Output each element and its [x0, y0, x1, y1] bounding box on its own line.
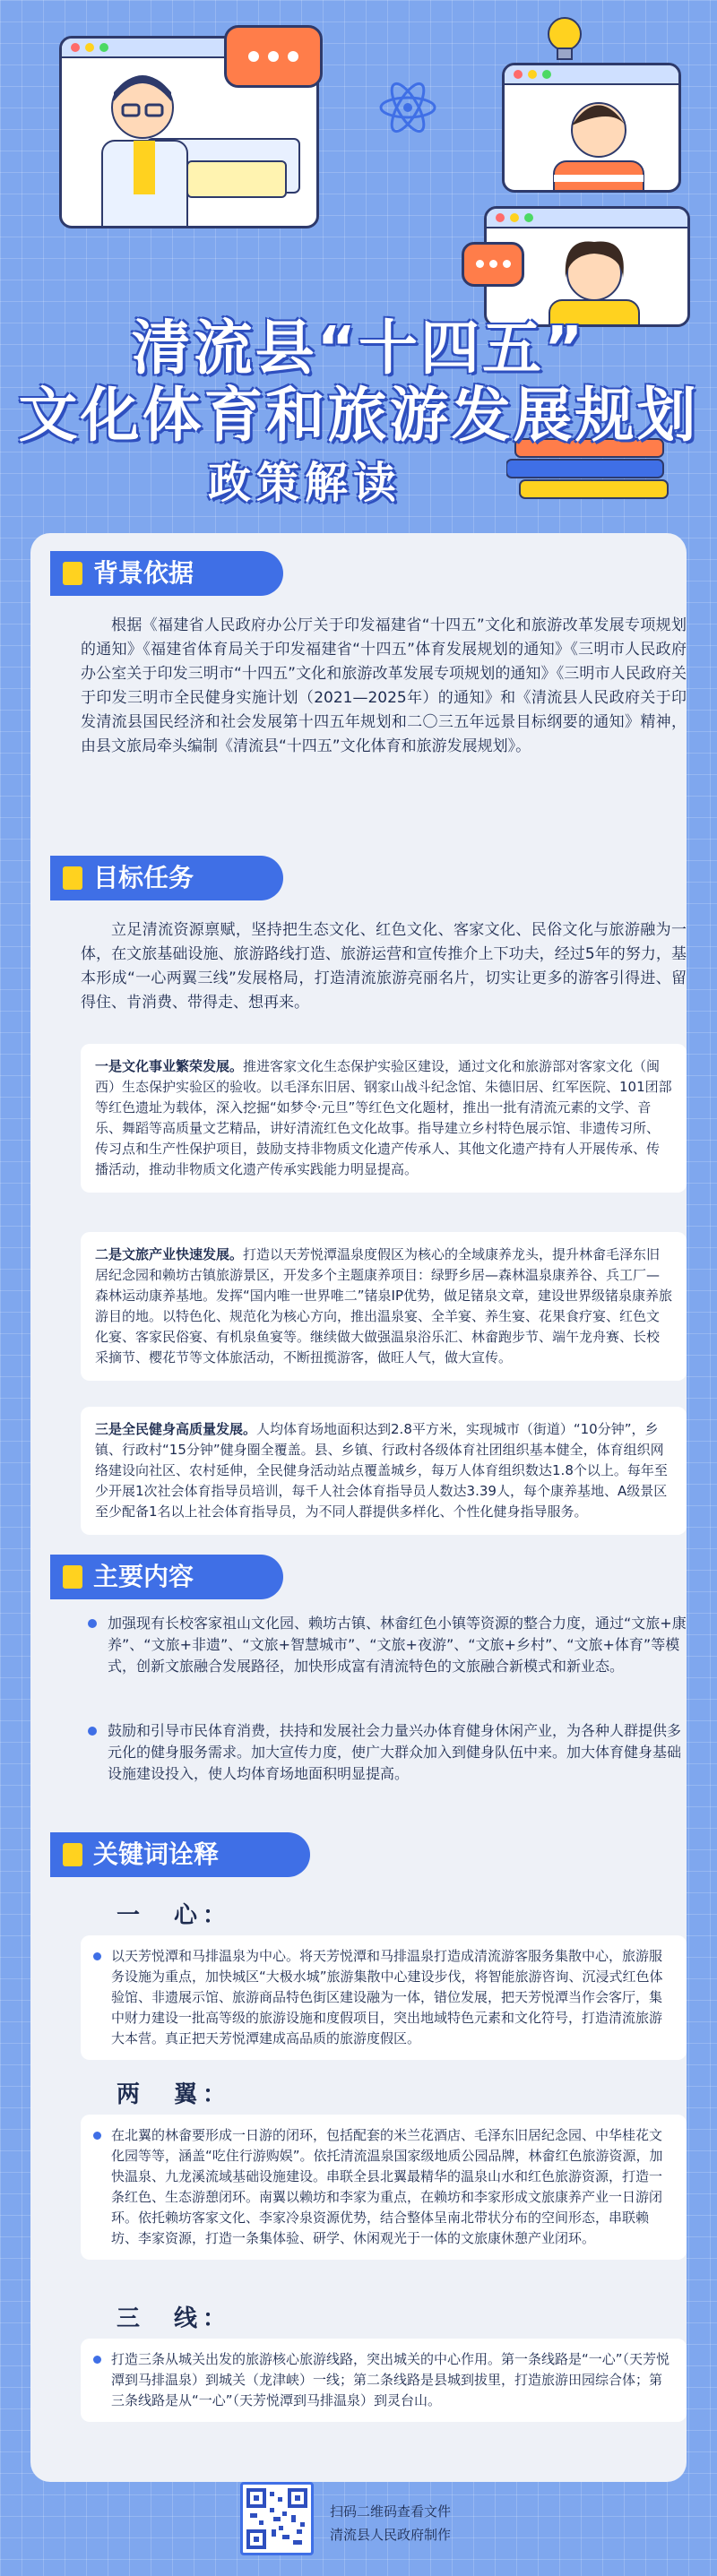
student-boy-illustration	[505, 85, 681, 193]
content-card	[30, 533, 687, 2482]
atom-icon	[376, 76, 439, 139]
content-item-2: 鼓励和引导市民体育消费，扶持和发展社会力量兴办体育健身休闲产业，为各种人群提供多元化的健身服务需求。加大宣传力度，使广大群众加入到健身队伍中来。加大体育健身基础设施建设投入，使人均体育场地面积明显提高。	[88, 1720, 687, 1785]
speech-bubble-top	[224, 25, 323, 88]
goal-item-1-text: 推进客家文化生态保护实验区建设，通过文化和旅游部对客家文化（闽西）生态保护实验区的验收。以毛泽东旧居、钢家山战斗纪念馆、朱德旧居、红军医院、101团部等红色遗址为载体，深入挖掘“如梦令·元旦”等红色文化题材，推出一批有清流元素的文学、音乐、舞蹈等高质量文艺精品，讲好清流红色文化故事。指导建立乡村特色展示馆、非遗传习所、传习点和生产性保护项目，鼓励支持非物质文化遗产传承人、其他文化遗产持有人开展传承、传播活动，推动非物质文化遗产传承实践能力明显提高。	[95, 1058, 672, 1177]
goal-item-3	[81, 1407, 687, 1535]
content-item-1: 加强现有长校客家祖山文化园、赖坊古镇、林畲红色小镇等资源的整合力度，通过“文旅+康养”、“文旅+非遗”、“文旅+智慧城市”、“文旅+夜游”、“文旅+乡村”、“文旅+体育”等模式，创新文旅融合发展路径，加快形成富有清流特色的文旅融合新模式和新业态。	[88, 1613, 687, 1677]
keyword-1-text: 以天芳悦潭和马排温泉为中心。将天芳悦潭和马排温泉打造成清流游客服务集散中心，旅游服务设施为重点，加快城区“大极水城”旅游集散中心建设步伐，将智能旅游咨询、沉浸式红色体验馆、非遗展示馆、旅游商品特色街区建设融为一体，错位发展，把天芳悦潭当作会客厅，集中财力建设一批高等级的旅游设施和度假项目，突出地域特色元素和文化符号，打造清流旅游大本营。真正把天芳悦潭建成高品质的旅游度假区。	[81, 1935, 687, 2060]
footer	[240, 2482, 478, 2567]
keyword-2-header	[81, 2074, 687, 2110]
goal-item-1	[81, 1044, 687, 1193]
goal-item-1-lead: 一是文化事业繁荣发展。	[95, 1058, 244, 1074]
lightbulb-icon	[538, 9, 592, 72]
goal-item-3-lead: 三是全民健身高质量发展。	[95, 1421, 257, 1437]
keyword-3-label: 三 线：	[117, 2305, 232, 2332]
qr-code[interactable]	[240, 2482, 314, 2555]
goal-item-2-lead: 二是文旅产业快速发展。	[95, 1246, 244, 1262]
footer-line-2: 清流县人民政府制作	[330, 2527, 452, 2543]
keyword-1-label: 一 心：	[117, 1902, 232, 1929]
title-line-3: 政策解读	[207, 458, 402, 508]
section-background-title: 背景依据	[50, 551, 283, 596]
keyword-2-text: 在北翼的林畲要形成一日游的闭环，包括配套的米兰花酒店、毛泽东旧居纪念园、中华桂花文化园等等，涵盖“吃住行游购娱”。依托清流温泉国家级地质公园品牌，林畲红色旅游资源，加快温泉、九龙溪流域基础设施建设。串联全县北翼最精华的温泉山水和红色旅游资源，打造一条红色、生态游憩闭环。南翼以赖坊和李家为重点，在赖坊和李家形成文旅康养产业一日游闭环。依托赖坊客家文化、李家冷泉资源优势，结合整体呈南北带状分布的空间形态，串联赖坊、李家资源，打造一条集体验、研学、休闲观光于一体的文旅康休憩产业闭环。	[81, 2115, 687, 2260]
goal-item-3-text: 人均体育场地面积达到2.8平方米，实现城市（街道）“10分钟”，乡镇、行政村“15分钟”健身圈全覆盖。县、乡镇、行政村各级体育社团组织基本健全，体育组织网络建设向社区、农村延伸，全民健身活动站点覆盖城乡，每万人体育组织数达1.8个以上。每年至少开展1次社会体育指导员培训，每千人社会体育指导员人数达3.39人，每个康养基地、A级景区至少配备1名以上社会体育指导员，为不同人群提供多样化、个性化健身指导服务。	[95, 1421, 668, 1520]
section-goals-title: 目标任务	[50, 856, 283, 900]
speech-bubble-small	[462, 242, 524, 287]
keyword-3-text: 打造三条从城关出发的旅游核心旅游线路，突出城关的中心作用。第一条线路是“一心”（天芳悦潭到马排温泉）到城关（龙津峡）一线；第二条线路是县城到拔里，打造旅游田园综合体；第三条线路是从“一心”（天芳悦潭到马排温泉）到灵台山。	[81, 2339, 687, 2422]
hero-banner	[0, 0, 717, 529]
keyword-3-header	[81, 2298, 687, 2334]
title-line-2: 文化体育和旅游发展规划	[18, 381, 699, 450]
title-line-1: 清流县“十四五”	[131, 314, 586, 383]
section-content-title: 主要内容	[50, 1555, 283, 1599]
section-keywords-title: 关键词诠释	[50, 1832, 310, 1877]
keyword-1-header	[81, 1895, 687, 1931]
qr-code-icon	[246, 2488, 307, 2549]
illustration-window-right-top	[502, 63, 681, 193]
goal-item-2-text: 打造以天芳悦潭温泉度假区为核心的全域康养龙头，提升林畲毛泽东旧居纪念园和赖坊古镇旅游景区，开发多个主题康养项目：绿野乡居—森林温泉康养谷、兵工厂—森林运动康养基地。发挥“国内唯一世界唯二”锗泉IP优势，做足锗泉文章，建设世界级锗泉康养旅游目的地。以特色化、规范化为核心方向，推出温泉宴、全羊宴、养生宴、花果食疗宴、红色文化宴、客家民俗宴、有机泉鱼宴等。继续做大做强温泉浴乐汇、林畲跑步节、端午龙舟赛、长校采摘节、樱花节等文体旅活动，不断扭揽游客，做旺人气，做大宣传。	[95, 1246, 673, 1366]
footer-line-1: 扫码二维码查看文件	[330, 2503, 452, 2520]
goals-intro: 立足清流资源禀赋，坚持把生态文化、红色文化、客家文化、民俗文化与旅游融为一体，在文旅基础设施、旅游路线打造、旅游运营和宣传推介上下功夫，经过5年的努力，基本形成“一心两翼三线”发展格局，打造清流旅游亮丽名片，切实让更多的游客引得进、留得住、肯消费、带得走、想再来。	[81, 921, 687, 1012]
background-text: 根据《福建省人民政府办公厅关于印发福建省“十四五”文化和旅游改革发展专项规划的通知》《福建省体育局关于印发福建省“十四五”体育发展规划的通知》《三明市人民政府办公室关于印发三明市“十四五”文化和旅游改革发展专项规划的通知》《三明市人民政府关于印发三明市全民健身实施计划（2021—2025年）的通知》和《清流县人民政府关于印发清流县国民经济和社会发展第十四五年规划和二〇三五年远景目标纲要的通知》精神，由县文旅局牵头编制《清流县“十四五”文化体育和旅游发展规划》。	[81, 616, 687, 755]
keyword-2-label: 两 翼：	[117, 2081, 232, 2108]
goal-item-2	[81, 1232, 687, 1381]
